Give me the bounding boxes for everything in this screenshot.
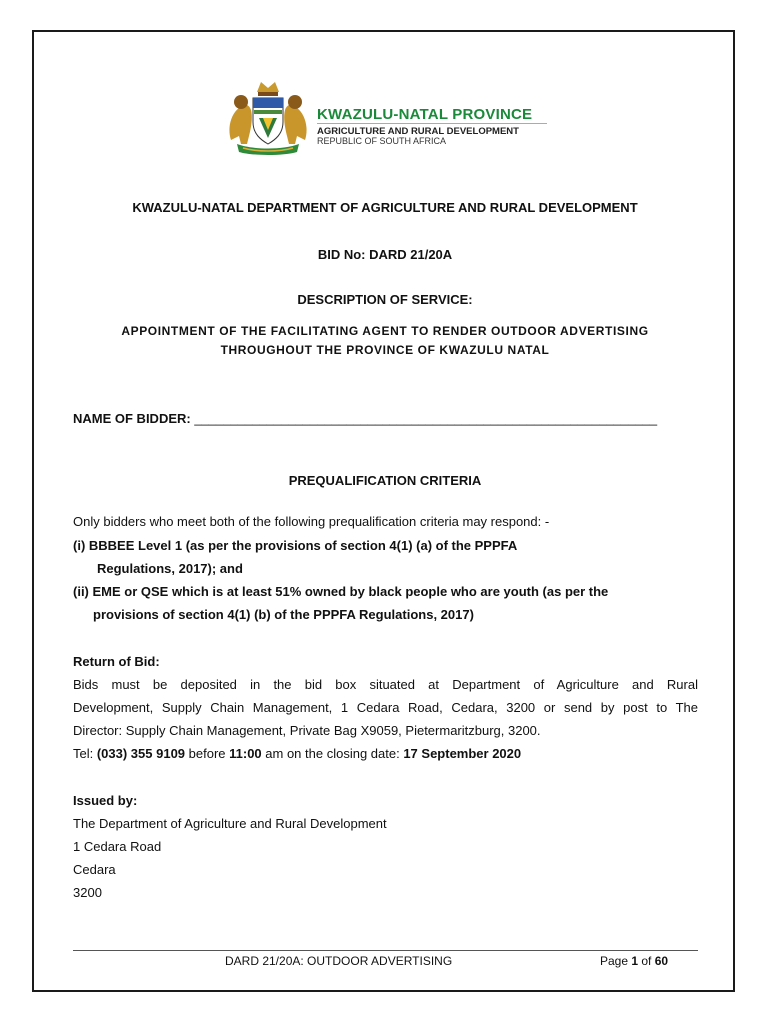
prequalification-intro: Only bidders who meet both of the following prequalification criteria may respond: -	[73, 514, 550, 529]
issued-by-line: 1 Cedara Road	[73, 839, 162, 854]
closing-time: 11:00	[229, 746, 262, 761]
bidder-field	[73, 411, 657, 426]
bidder-blank-line: ________________________________________________________________	[194, 411, 658, 426]
tel-label: Tel:	[73, 746, 97, 761]
footer-page-number	[600, 954, 668, 968]
issued-by-line: Cedara	[73, 862, 116, 877]
republic-subtitle: REPUBLIC OF SOUTH AFRICA	[317, 136, 447, 146]
return-of-bid-title: Return of Bid:	[73, 654, 160, 669]
issued-by-line: 3200	[73, 885, 102, 900]
coat-of-arms-icon	[223, 78, 313, 158]
issued-by-title: Issued by:	[73, 793, 138, 808]
page-prefix: Page	[600, 954, 632, 968]
tel-number: (033) 355 9109	[96, 746, 186, 761]
page-total: 60	[654, 954, 669, 968]
criterion-2-line-1: (ii) EME or QSE which is at least 51% owned by black people who are youth (as per the	[73, 584, 609, 599]
bid-number: BID No: DARD 21/20A	[317, 247, 453, 262]
return-of-bid-line-2: Development, Supply Chain Management, 1 Cedara Road, Cedara, 3200 or send by post to The	[73, 700, 698, 715]
criterion-1-line-2: Regulations, 2017); and	[97, 561, 243, 576]
department-subtitle: AGRICULTURE AND RURAL DEVELOPMENT	[317, 126, 519, 137]
footer-divider	[73, 950, 698, 951]
issued-by-line: The Department of Agriculture and Rural Development	[73, 816, 387, 831]
closing-date: 17 September 2020	[403, 746, 522, 761]
return-of-bid-line-1: Bids must be deposited in the bid box situated at Department of Agriculture and Rural	[73, 677, 698, 692]
letterhead	[223, 78, 553, 158]
description-line-1: APPOINTMENT OF THE FACILITATING AGENT TO RENDER OUTDOOR ADVERTISING	[121, 324, 649, 338]
description-line-2: THROUGHOUT THE PROVINCE OF KWAZULU NATAL	[220, 343, 550, 357]
page-of: of	[638, 954, 655, 968]
province-title: KWAZULU-NATAL PROVINCE	[317, 106, 533, 123]
before-text: before	[185, 746, 230, 761]
page-current: 1	[631, 954, 639, 968]
return-of-bid-line-3: Director: Supply Chain Management, Private Bag X9059, Pietermaritzburg, 3200.	[73, 723, 541, 738]
return-of-bid-tel	[73, 742, 698, 765]
description-label: DESCRIPTION OF SERVICE:	[297, 292, 473, 307]
bidder-label: NAME OF BIDDER:	[73, 411, 191, 426]
closing-text: am on the closing date:	[261, 746, 404, 761]
letterhead-divider	[317, 123, 547, 124]
prequalification-title: PREQUALIFICATION CRITERIA	[288, 473, 482, 488]
criterion-2-line-2: provisions of section 4(1) (b) of the PPPFA Regulations, 2017)	[93, 607, 474, 622]
footer-doc-ref: DARD 21/20A: OUTDOOR ADVERTISING	[225, 954, 453, 968]
department-heading: KWAZULU-NATAL DEPARTMENT OF AGRICULTURE AND RURAL DEVELOPMENT	[132, 200, 638, 215]
criterion-1-line-1: (i) BBBEE Level 1 (as per the provisions of section 4(1) (a) of the PPPFA	[73, 538, 518, 553]
